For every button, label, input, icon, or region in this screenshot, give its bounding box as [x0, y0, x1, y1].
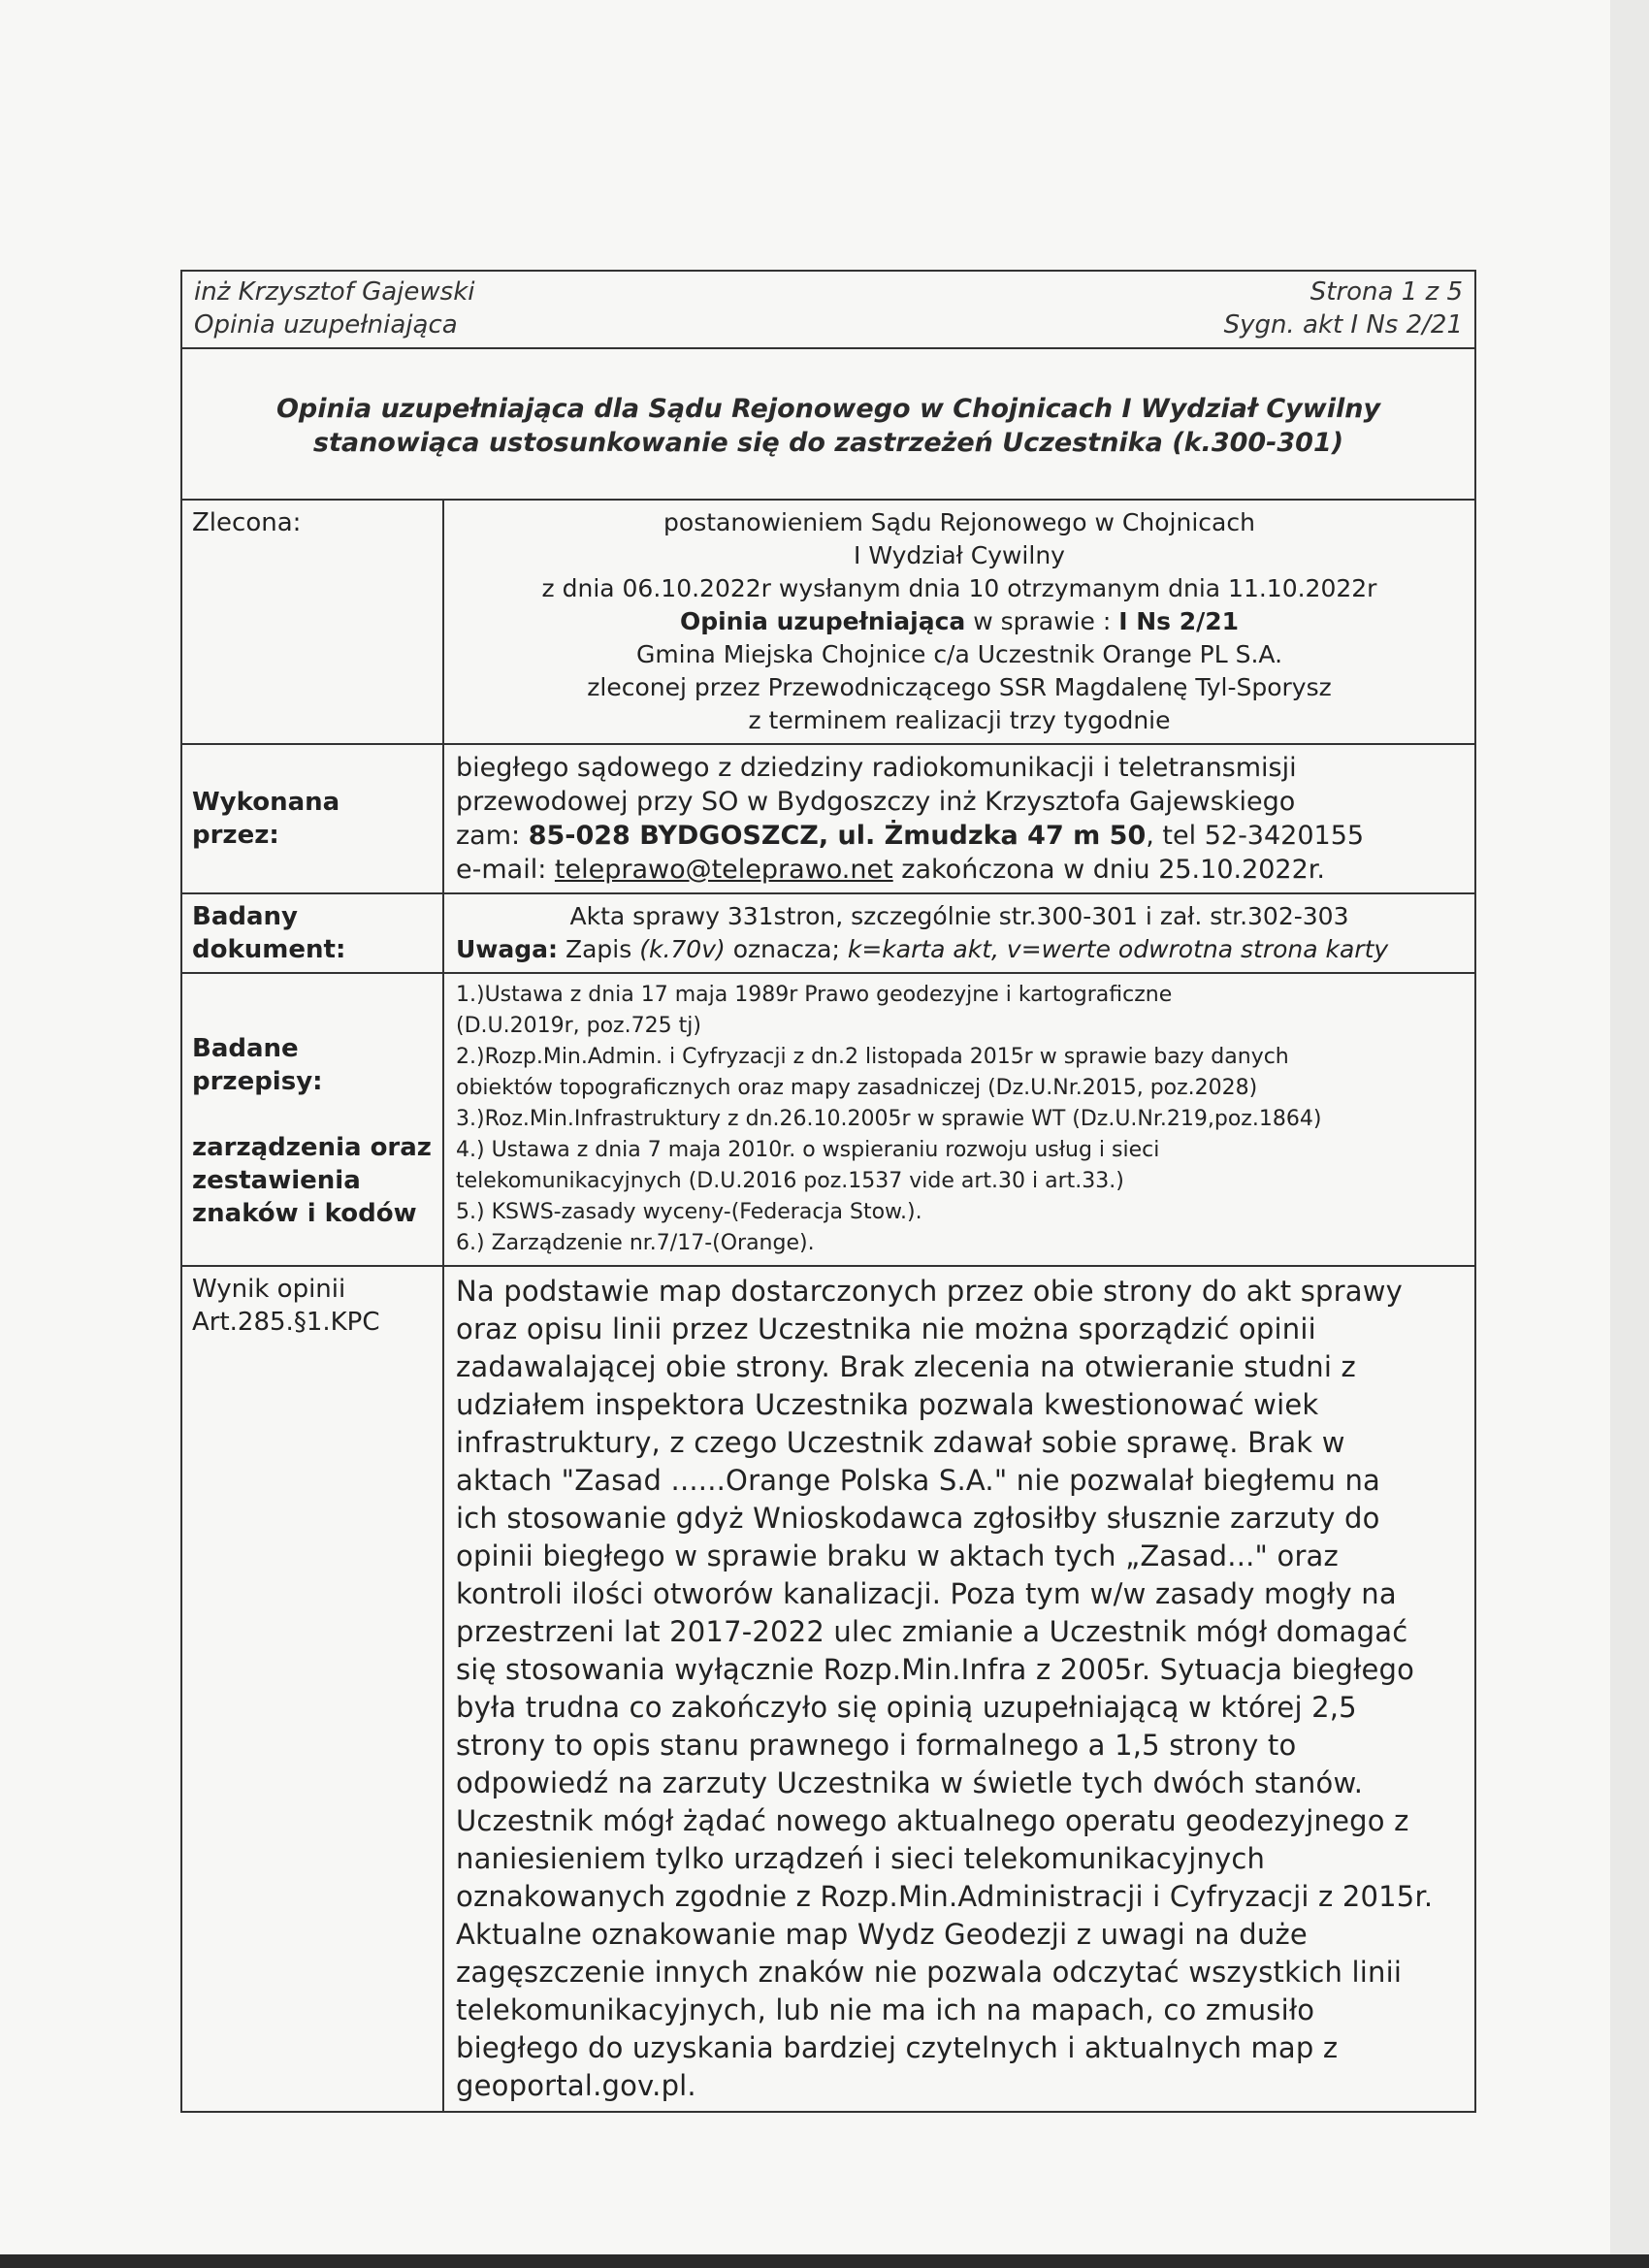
page-number: Strona 1 z 5 — [1310, 277, 1463, 307]
result-line: Uczestnik mógł żądać nowego aktualnego operatu geodezyjnego z — [456, 1804, 1409, 1837]
title-line-1: Opinia uzupełniająca dla Sądu Rejonowego w Chojnicach I Wydział Cywilny — [275, 394, 1381, 424]
result-line: przestrzeni lat 2017-2022 ulec zmianie a Uczestnik mógł domagać — [456, 1615, 1408, 1648]
row-zlecona — [182, 501, 1474, 745]
phone: , tel 52-3420155 — [1146, 821, 1365, 851]
label-przepisy-1: Badane przepisy: — [192, 1034, 323, 1096]
address: 85-028 BYDGOSZCZ, ul. Żmudzka 47 m 50 — [528, 821, 1147, 851]
value-przepisy — [444, 974, 1474, 1265]
address-prefix: zam: — [456, 821, 529, 851]
zlecona-line: postanowieniem Sądu Rejonowego w Chojnicach — [663, 508, 1255, 536]
result-line: kontroli ilości otworów kanalizacji. Poza tym w/w zasady mogły na — [456, 1577, 1397, 1610]
row-badany — [182, 894, 1474, 974]
value-zlecona — [444, 501, 1474, 743]
result-line: biegłego do uzyskania bardziej czytelnych i aktualnych map z — [456, 2031, 1339, 2064]
zlecona-line: z dnia 06.10.2022r wysłanym dnia 10 otrzymanym dnia 11.10.2022r — [541, 574, 1377, 602]
note-explanation: k=karta akt, v=werte odwrotna strona karty — [847, 935, 1389, 963]
result-line: oznakowanych zgodnie z Rozp.Min.Administracji i Cyfryzacji z 2015r. — [456, 1880, 1434, 1913]
result-line: geoportal.gov.pl. — [456, 2069, 696, 2102]
value-badany — [444, 894, 1474, 972]
page-header — [182, 272, 1474, 349]
regulation-item: 4.) Ustawa z dnia 7 maja 2010r. o wspieraniu rozwoju usług i sieci — [456, 1138, 1160, 1162]
wykonana-line: przewodowej przy SO w Bydgoszczy inż Krzysztofa Gajewskiego — [456, 787, 1296, 817]
header-right — [1224, 275, 1463, 341]
result-line: odpowiedź na zarzuty Uczestnika w świetle tych dwóch stanów. — [456, 1766, 1364, 1799]
wykonana-line — [456, 853, 1463, 887]
zlecona-line: z terminem realizacji trzy tygodnie — [748, 706, 1171, 734]
result-line: ich stosowanie gdyż Wnioskodawca zgłosiłby słusznie zarzuty do — [456, 1502, 1380, 1535]
regulation-item: 3.)Roz.Min.Infrastruktury z dn.26.10.2005r w sprawie WT (Dz.U.Nr.219,poz.1864) — [456, 1107, 1322, 1131]
zlecona-text: w sprawie : — [965, 607, 1119, 635]
result-line: telekomunikacyjnych, lub nie ma ich na mapach, co zmusiło — [456, 1993, 1315, 2026]
case-reference: Sygn. akt I Ns 2/21 — [1223, 310, 1463, 340]
label-zlecona: Zlecona: — [182, 501, 444, 743]
scan-edge — [1610, 0, 1649, 2268]
badany-line: Akta sprawy 331stron, szczególnie str.300-301 i zał. str.302-303 — [569, 902, 1349, 930]
wykonana-line — [456, 819, 1463, 853]
zlecona-opinion-type: Opinia uzupełniająca — [679, 607, 966, 635]
result-line: strony to opis stanu prawnego i formalnego a 1,5 strony to — [456, 1729, 1297, 1762]
zlecona-line: I Wydział Cywilny — [854, 541, 1065, 569]
result-line: naniesieniem tylko urządzeń i sieci telekomunikacyjnych — [456, 1842, 1266, 1875]
regulation-item: 2.)Rozp.Min.Admin. i Cyfryzacji z dn.2 listopada 2015r w sprawie bazy danych — [456, 1045, 1289, 1069]
regulation-item: telekomunikacyjnych (D.U.2016 poz.1537 vide art.30 i art.33.) — [456, 1169, 1124, 1193]
note-text: Zapis — [558, 935, 640, 963]
author-name: inż Krzysztof Gajewski — [194, 277, 475, 307]
result-line: oraz opisu linii przez Uczestnika nie można sporządzić opinii — [456, 1312, 1316, 1345]
document-table — [180, 270, 1476, 2113]
label-badany: Badany dokument: — [182, 894, 444, 972]
zlecona-line: zleconej przez Przewodniczącego SSR Magdalenę Tyl-Sporysz — [587, 673, 1332, 701]
regulation-item: 1.)Ustawa z dnia 17 maja 1989r Prawo geodezyjne i kartograficzne — [456, 983, 1173, 1007]
result-line: udziałem inspektora Uczestnika pozwala kwestionować wiek — [456, 1388, 1319, 1421]
label-wynik — [182, 1267, 444, 2111]
scan-bottom-edge — [0, 2254, 1649, 2268]
label-wykonana: Wykonana przez: — [182, 745, 444, 892]
document-title — [182, 349, 1474, 501]
wykonana-line: biegłego sądowego z dziedziny radiokomunikacji i teletransmisji — [456, 753, 1297, 783]
zlecona-line: Gmina Miejska Chojnice c/a Uczestnik Orange PL S.A. — [635, 640, 1283, 668]
completion-date: zakończona w dniu 25.10.2022r. — [892, 855, 1325, 885]
title-line-2: stanowiąca ustosunkowanie się do zastrzeżeń Uczestnika (k.300-301) — [312, 428, 1344, 458]
label-wynik-2: Art.285.§1.KPC — [192, 1308, 380, 1337]
result-line: Na podstawie map dostarczonych przez obie strony do akt sprawy — [456, 1275, 1404, 1308]
regulation-item: 6.) Zarządzenie nr.7/17-(Orange). — [456, 1231, 815, 1255]
regulation-item: obiektów topograficznych oraz mapy zasadniczej (Dz.U.Nr.2015, poz.2028) — [456, 1076, 1258, 1100]
note-text: oznacza; — [725, 935, 848, 963]
row-wynik — [182, 1267, 1474, 2111]
result-line: infrastruktury, z czego Uczestnik zdawał sobie sprawę. Brak w — [456, 1426, 1345, 1459]
badany-line — [456, 933, 1463, 966]
result-line: zagęszczenie innych znaków nie pozwala odczytać wszystkich linii — [456, 1956, 1403, 1989]
note-code: (k.70v) — [639, 935, 726, 963]
regulation-item: 5.) KSWS-zasady wyceny-(Federacja Stow.). — [456, 1200, 922, 1224]
result-line: była trudna co zakończyło się opinią uzupełniającą w której 2,5 — [456, 1691, 1357, 1724]
label-przepisy — [182, 974, 444, 1265]
value-wynik — [444, 1267, 1474, 2111]
note-label: Uwaga: — [456, 935, 559, 963]
document-type: Opinia uzupełniająca — [194, 310, 458, 340]
label-przepisy-2: zarządzenia oraz zestawienia znaków i kodów — [192, 1133, 432, 1228]
result-line: opinii biegłego w sprawie braku w aktach tych „Zasad..." oraz — [456, 1539, 1339, 1572]
result-line: aktach "Zasad ......Orange Polska S.A." nie pozwalał biegłemu na — [456, 1464, 1381, 1497]
regulation-item: (D.U.2019r, poz.725 tj) — [456, 1014, 701, 1038]
zlecona-case: I Ns 2/21 — [1118, 607, 1240, 635]
row-wykonana — [182, 745, 1474, 894]
result-line: się stosowania wyłącznie Rozp.Min.Infra z 2005r. Sytuacja biegłego — [456, 1653, 1415, 1686]
label-wynik-1: Wynik opinii — [192, 1275, 346, 1304]
result-line: zadawalającej obie strony. Brak zlecenia na otwieranie studni z — [456, 1350, 1356, 1383]
email-link[interactable]: teleprawo@teleprawo.net — [554, 855, 893, 885]
header-left — [194, 275, 475, 341]
value-wykonana — [444, 745, 1474, 892]
row-przepisy — [182, 974, 1474, 1267]
email-prefix: e-mail: — [456, 855, 555, 885]
result-line: Aktualne oznakowanie map Wydz Geodezji z uwagi na duże — [456, 1918, 1308, 1951]
zlecona-line — [456, 605, 1463, 638]
